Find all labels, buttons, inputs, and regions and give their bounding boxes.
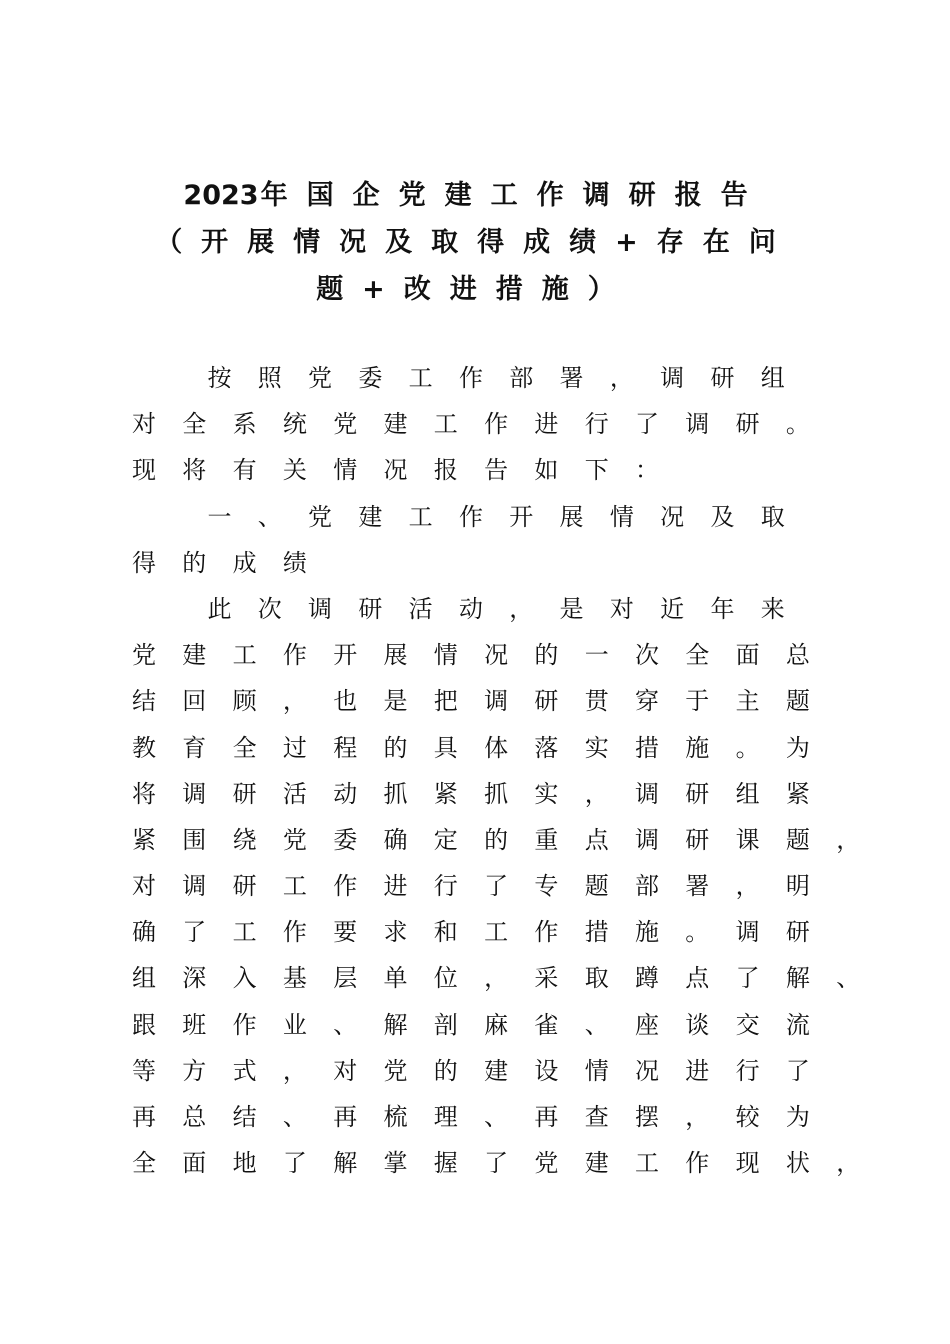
body-char: 定 (433, 825, 458, 854)
body-char: 绩 (282, 548, 307, 577)
body-char: 下 (584, 456, 609, 485)
body-char: 全 (232, 733, 257, 762)
body-char: 组 (760, 364, 785, 392)
body-line (130, 448, 870, 494)
body-char: 对 (333, 1056, 358, 1085)
title-line-1 (100, 172, 850, 219)
body-char: 紧 (433, 779, 458, 808)
body-char: ： (635, 456, 659, 485)
body-char: 况 (383, 456, 408, 485)
body-char: 工 (433, 410, 458, 439)
body-line (130, 541, 870, 587)
body-char: 理 (433, 1103, 458, 1131)
body-char: 工 (635, 1149, 659, 1178)
body-char: 情 (433, 641, 458, 670)
body-char: 来 (760, 594, 785, 623)
body-line (130, 956, 870, 1002)
body-char: 蹲 (635, 964, 659, 993)
body-char: 了 (735, 964, 760, 993)
body-char: 有 (232, 456, 257, 485)
body-char: 采 (534, 964, 559, 993)
body-char: 调 (308, 594, 333, 623)
body-char: 近 (660, 594, 685, 623)
body-char: 深 (182, 964, 207, 993)
body-char: 的 (534, 641, 559, 670)
body-char: 谈 (685, 1010, 710, 1039)
body-char: 进 (685, 1056, 710, 1085)
body-char: 落 (534, 733, 559, 762)
body-char: 具 (433, 733, 458, 762)
body-char: 活 (408, 594, 433, 623)
body-line (130, 910, 870, 956)
body-char: 党 (308, 364, 333, 392)
body-char: 结 (232, 1103, 257, 1131)
body-char: 解 (333, 1149, 358, 1178)
body-char: 重 (534, 825, 559, 854)
body-char: 工 (408, 502, 433, 531)
body-char: 基 (282, 964, 307, 993)
body-char: 绕 (232, 825, 257, 854)
body-char: 建 (358, 502, 383, 531)
body-char: 实 (584, 733, 609, 762)
body-char: ， (685, 1103, 710, 1131)
body-char: 开 (333, 641, 358, 670)
body-char: 系 (232, 410, 257, 439)
body-char: 的 (182, 548, 207, 577)
body-char: 总 (182, 1103, 207, 1131)
body-char: 业 (282, 1010, 307, 1039)
body-char: 研 (685, 825, 710, 854)
body-char: 工 (232, 918, 257, 947)
body-char: ， (282, 1056, 307, 1085)
body-char: 掌 (383, 1149, 408, 1178)
body-char: 是 (559, 594, 584, 623)
body-char: 明 (785, 872, 810, 901)
body-char: 雀 (534, 1010, 559, 1039)
body-char: 取 (760, 502, 785, 531)
body-char: 研 (685, 779, 710, 808)
body-char: 、 (836, 964, 861, 993)
body-char: 组 (735, 779, 760, 808)
body-char: 结 (132, 687, 156, 716)
body-char: 如 (534, 456, 559, 485)
body-char: 对 (132, 410, 156, 439)
body-char: 作 (484, 410, 509, 439)
body-char: ， (282, 687, 307, 716)
body-line (130, 772, 870, 818)
body-char: 点 (685, 964, 710, 993)
body-char: 体 (484, 733, 509, 762)
body-char: 座 (635, 1010, 659, 1039)
body-char: 过 (282, 733, 307, 762)
body-char: 了 (635, 410, 659, 439)
body-char: 层 (333, 964, 358, 993)
title-line-3: 题+改进措施） (316, 274, 634, 305)
body-char: 全 (685, 641, 710, 670)
body-char: 此 (207, 594, 232, 623)
body-char: 的 (383, 733, 408, 762)
body-char: 的 (433, 1056, 458, 1085)
body-char: 动 (458, 594, 483, 623)
body-char: 调 (660, 364, 685, 392)
body-char: 解 (785, 964, 810, 993)
body-line (130, 679, 870, 725)
body-char: 对 (609, 594, 634, 623)
body-char: 工 (484, 918, 509, 947)
title-year: 2023 (183, 180, 259, 211)
body-char: ， (509, 594, 534, 623)
body-char: 调 (635, 825, 659, 854)
body-char: 主 (735, 687, 760, 716)
body-char: 、 (333, 1010, 358, 1039)
body-char: 况 (660, 502, 685, 531)
body-char: 班 (182, 1010, 207, 1039)
body-char: 流 (785, 1010, 810, 1039)
body-char: 党 (308, 502, 333, 531)
body-char: 调 (635, 779, 659, 808)
body-char: ， (836, 825, 861, 854)
body-char: 施 (685, 733, 710, 762)
body-char: ， (735, 872, 760, 901)
body-char: 于 (685, 687, 710, 716)
body-char: 剖 (433, 1010, 458, 1039)
body-char: 研 (232, 779, 257, 808)
body-char: 得 (132, 548, 156, 577)
body-char: 年 (710, 594, 735, 623)
body-char: 贯 (584, 687, 609, 716)
body-char: 握 (433, 1149, 458, 1178)
body-char: ， (584, 779, 609, 808)
body-char: 研 (785, 918, 810, 947)
body-char: 作 (282, 918, 307, 947)
body-line (130, 726, 870, 772)
body-char: 组 (132, 964, 156, 993)
body-line (130, 1095, 870, 1141)
body-char: 告 (484, 456, 509, 485)
body-char: 梳 (383, 1103, 408, 1131)
body-line (130, 1049, 870, 1095)
body-char: 回 (182, 687, 207, 716)
body-char: ， (484, 964, 509, 993)
body-char: 展 (383, 641, 408, 670)
body-char: 进 (383, 872, 408, 901)
body-char: 作 (282, 641, 307, 670)
body-char: 调 (182, 779, 207, 808)
body-char: 育 (182, 733, 207, 762)
body-char: 作 (232, 1010, 257, 1039)
body-char: 况 (635, 1056, 659, 1085)
document-title (100, 172, 850, 313)
body-char: 确 (383, 825, 408, 854)
body-char: ， (609, 364, 634, 392)
body-char: 方 (182, 1056, 207, 1085)
body-char: 穿 (635, 687, 659, 716)
body-char: 确 (132, 918, 156, 947)
body-char: 。 (785, 410, 810, 439)
body-char: 研 (534, 687, 559, 716)
body-char: 情 (609, 502, 634, 531)
body-char: 署 (685, 872, 710, 901)
body-line (130, 1003, 870, 1049)
body-char: 交 (735, 1010, 760, 1039)
body-char: 为 (785, 733, 810, 762)
body-char: 。 (685, 918, 710, 947)
body-char: 署 (559, 364, 584, 392)
body-char: 进 (534, 410, 559, 439)
body-char: 作 (534, 918, 559, 947)
body-char: 现 (735, 1149, 760, 1178)
body-char: 报 (433, 456, 458, 485)
body-char: 按 (207, 364, 232, 392)
body-char: 党 (132, 641, 156, 670)
body-char: 措 (584, 918, 609, 947)
body-char: 一 (584, 641, 609, 670)
body-char: 等 (132, 1056, 156, 1085)
body-char: 较 (735, 1103, 760, 1131)
body-char: 关 (282, 456, 307, 485)
body-char: 题 (584, 872, 609, 901)
body-char: 情 (333, 456, 358, 485)
body-char: 单 (383, 964, 408, 993)
body-char: 况 (484, 641, 509, 670)
body-char: 研 (710, 364, 735, 392)
body-char: 紧 (132, 825, 156, 854)
body-char: 动 (333, 779, 358, 808)
body-char: 跟 (132, 1010, 156, 1039)
title-line-1-rest: 年国企党建工作调研报告 (260, 180, 767, 211)
body-char: 地 (232, 1149, 257, 1178)
body-char: 党 (534, 1149, 559, 1178)
body-char: 建 (182, 641, 207, 670)
body-char: 行 (433, 872, 458, 901)
body-char: 作 (685, 1149, 710, 1178)
body-char: 课 (735, 825, 760, 854)
body-char: 调 (685, 410, 710, 439)
body-char: 把 (433, 687, 458, 716)
body-char: 部 (635, 872, 659, 901)
body-char: 施 (635, 918, 659, 947)
body-char: 行 (584, 410, 609, 439)
body-char: 一 (207, 502, 232, 531)
body-char: 成 (232, 548, 257, 577)
body-char: 求 (383, 918, 408, 947)
body-char: 状 (785, 1149, 810, 1178)
body-char: 题 (785, 687, 810, 716)
body-line (130, 864, 870, 910)
body-char: 抓 (383, 779, 408, 808)
body-char: 活 (282, 779, 307, 808)
body-char: 党 (383, 1056, 408, 1085)
body-char: 设 (534, 1056, 559, 1085)
body-line (130, 495, 870, 541)
body-char: 教 (132, 733, 156, 762)
body-char: 、 (584, 1010, 609, 1039)
body-char: 。 (735, 733, 760, 762)
body-char: 委 (333, 825, 358, 854)
body-char: 委 (358, 364, 383, 392)
body-char: 及 (710, 502, 735, 531)
body-char: 次 (257, 594, 282, 623)
body-char: 和 (433, 918, 458, 947)
body-char: 全 (182, 410, 207, 439)
body-char: 紧 (785, 779, 810, 808)
body-char: 围 (182, 825, 207, 854)
body-char: 调 (735, 918, 760, 947)
body-char: 工 (408, 364, 433, 392)
body-char: 实 (534, 779, 559, 808)
body-char: 将 (132, 779, 156, 808)
body-char: 题 (785, 825, 810, 854)
document-body (130, 356, 870, 1187)
body-char: 了 (182, 918, 207, 947)
title-line-2: （开展情况及取得成绩+存在问 (155, 227, 795, 258)
body-char: 查 (584, 1103, 609, 1131)
body-char: 调 (484, 687, 509, 716)
body-char: 全 (132, 1149, 156, 1178)
body-char: 的 (484, 825, 509, 854)
body-char: 部 (509, 364, 534, 392)
body-char: 麻 (484, 1010, 509, 1039)
body-char: ， (836, 1149, 861, 1178)
body-char: 开 (509, 502, 534, 531)
body-char: 要 (333, 918, 358, 947)
body-char: 面 (735, 641, 760, 670)
body-char: 建 (383, 410, 408, 439)
body-char: 、 (257, 502, 282, 531)
body-char: 研 (232, 872, 257, 901)
body-char: 党 (282, 825, 307, 854)
body-line (130, 1141, 870, 1187)
body-char: 作 (458, 364, 483, 392)
body-line (130, 356, 870, 402)
body-char: 式 (232, 1056, 257, 1085)
body-char: 党 (333, 410, 358, 439)
body-char: 照 (257, 364, 282, 392)
body-char: 顾 (232, 687, 257, 716)
body-char: 专 (534, 872, 559, 901)
body-char: 次 (635, 641, 659, 670)
body-char: 展 (559, 502, 584, 531)
body-line (130, 402, 870, 448)
body-char: 程 (333, 733, 358, 762)
body-char: 现 (132, 456, 156, 485)
body-char: 情 (584, 1056, 609, 1085)
body-char: 了 (785, 1056, 810, 1085)
body-char: 行 (735, 1056, 760, 1085)
body-char: 了 (484, 1149, 509, 1178)
body-char: 解 (383, 1010, 408, 1039)
body-char: 面 (182, 1149, 207, 1178)
body-char: 调 (182, 872, 207, 901)
body-char: 措 (635, 733, 659, 762)
body-char: 了 (484, 872, 509, 901)
body-char: 是 (383, 687, 408, 716)
body-char: 工 (282, 872, 307, 901)
body-char: 将 (182, 456, 207, 485)
body-char: 总 (785, 641, 810, 670)
body-char: 摆 (635, 1103, 659, 1131)
body-char: 入 (232, 964, 257, 993)
body-char: 了 (282, 1149, 307, 1178)
body-char: 建 (484, 1056, 509, 1085)
body-char: 位 (433, 964, 458, 993)
body-char: 作 (458, 502, 483, 531)
body-char: 再 (333, 1103, 358, 1131)
body-char: 再 (534, 1103, 559, 1131)
body-char: 对 (132, 872, 156, 901)
body-char: 、 (484, 1103, 509, 1131)
body-char: 研 (735, 410, 760, 439)
body-char: 也 (333, 687, 358, 716)
body-char: 为 (785, 1103, 810, 1131)
body-line (130, 587, 870, 633)
body-char: 建 (584, 1149, 609, 1178)
body-char: 研 (358, 594, 383, 623)
body-char: 再 (132, 1103, 156, 1131)
body-line (130, 633, 870, 679)
body-line (130, 818, 870, 864)
body-char: 、 (282, 1103, 307, 1131)
body-char: 统 (282, 410, 307, 439)
body-char: 抓 (484, 779, 509, 808)
body-char: 工 (232, 641, 257, 670)
body-char: 取 (584, 964, 609, 993)
body-char: 作 (333, 872, 358, 901)
body-char: 点 (584, 825, 609, 854)
